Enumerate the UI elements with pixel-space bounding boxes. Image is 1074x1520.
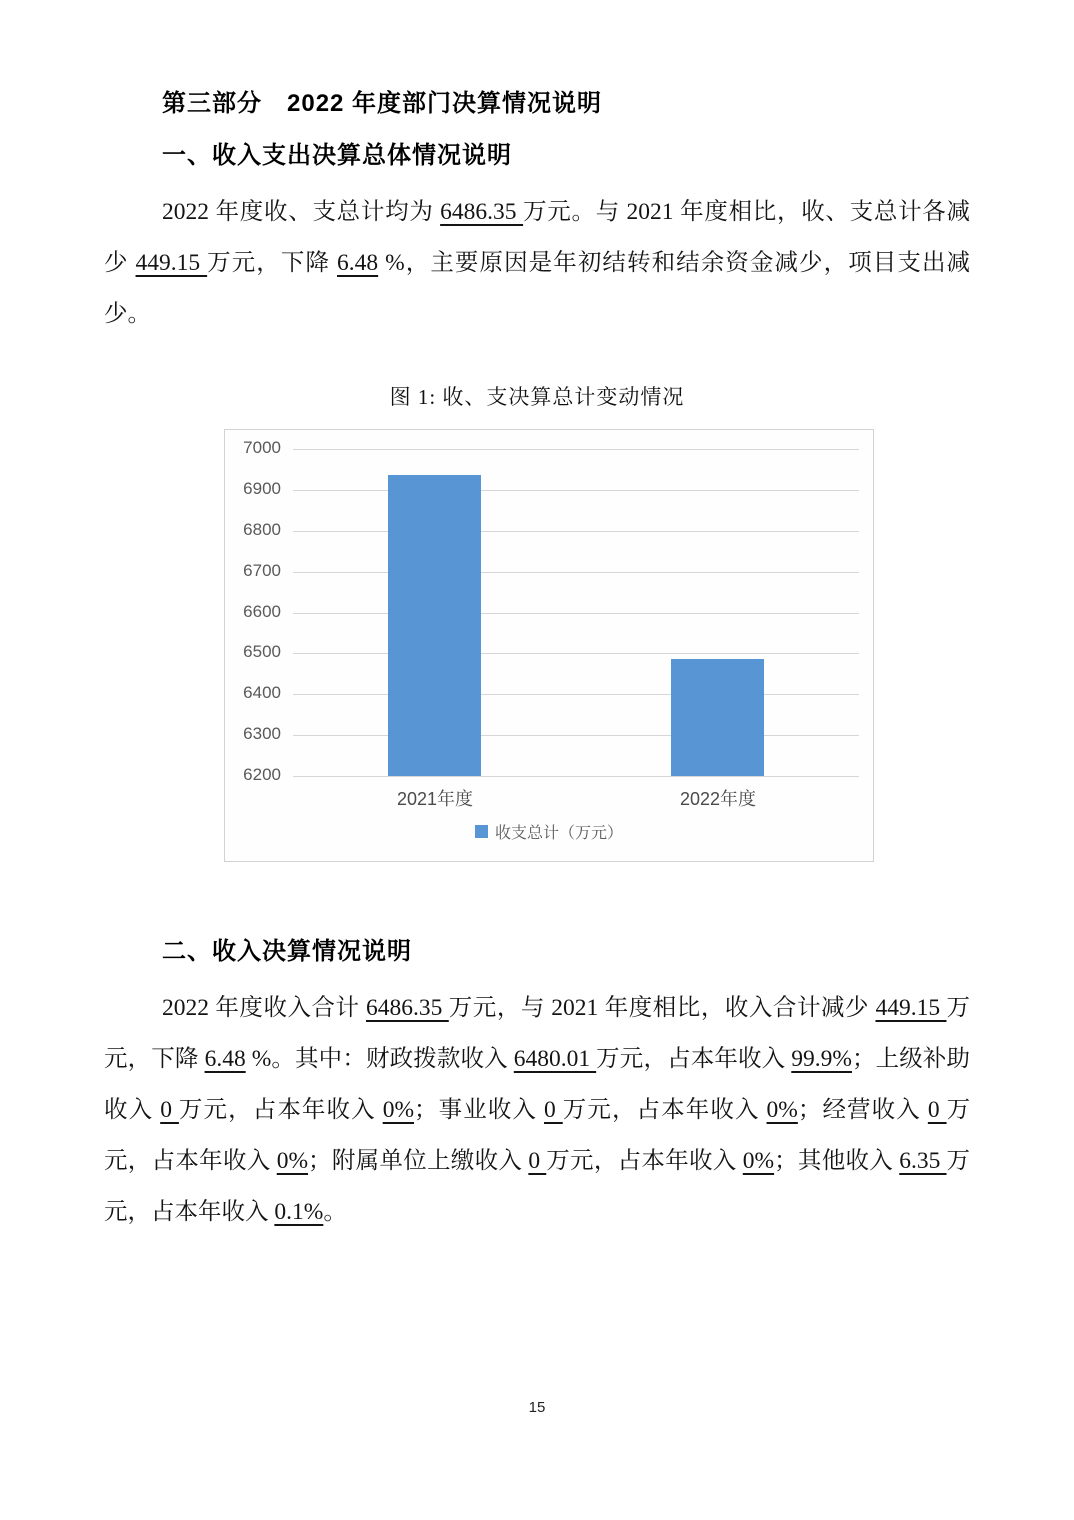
y-tick-6300: 6300 bbox=[243, 724, 281, 743]
gridline-6400 bbox=[293, 694, 859, 695]
underlined-value: 6486.35 bbox=[366, 995, 449, 1021]
underlined-value: 6.48 bbox=[337, 250, 379, 276]
y-tick-6900: 6900 bbox=[243, 479, 281, 498]
gridline-6900 bbox=[293, 490, 859, 491]
gridline-6200 bbox=[293, 776, 859, 777]
y-tick-6600: 6600 bbox=[243, 602, 281, 621]
y-tick-6700: 6700 bbox=[243, 561, 281, 580]
text-run: 2022 年度收入合计 bbox=[162, 995, 366, 1021]
underlined-value: 99.9% bbox=[791, 1046, 852, 1072]
legend-swatch bbox=[475, 825, 488, 838]
text-run: ；上级补助收入 bbox=[104, 1046, 971, 1123]
underlined-value: 6486.35 bbox=[440, 199, 524, 225]
text-run: 2022 年度收、支总计均为 bbox=[162, 199, 441, 225]
y-tick-7000: 7000 bbox=[243, 438, 281, 457]
section-heading-income-detail: 二、收入决算情况说明 bbox=[162, 938, 412, 965]
underlined-value: 449.15 bbox=[875, 995, 947, 1021]
text-run: 万元，占本年收入 bbox=[596, 1046, 792, 1072]
gridline-6600 bbox=[293, 613, 859, 614]
gridline-6300 bbox=[293, 735, 859, 736]
underlined-value: 6.48 bbox=[204, 1046, 246, 1072]
text-run: 万元，下降 bbox=[104, 995, 970, 1072]
bar-2022年度 bbox=[671, 659, 764, 776]
underlined-value: 0.1% bbox=[274, 1199, 324, 1225]
underlined-value: 0 bbox=[927, 1097, 947, 1123]
text-run: 万元，占本年收入 bbox=[104, 1148, 971, 1225]
text-run: 万元，占本年收入 bbox=[562, 1097, 767, 1123]
y-tick-6500: 6500 bbox=[243, 642, 281, 661]
underlined-value: 449.15 bbox=[135, 250, 208, 276]
text-run: ；事业收入 bbox=[414, 1097, 545, 1123]
text-run: 万元，占本年收入 bbox=[178, 1097, 383, 1123]
gridline-7000 bbox=[293, 449, 859, 450]
gridline-6800 bbox=[293, 531, 859, 532]
text-run: 万元。与 2021 年度相比，收、支总计各减少 bbox=[104, 199, 971, 276]
y-tick-6400: 6400 bbox=[243, 683, 281, 702]
text-run: 万元，与 2021 年度相比，收入合计减少 bbox=[448, 995, 876, 1021]
x-label-2021年度: 2021年度 bbox=[396, 789, 474, 809]
paragraph-income-detail bbox=[104, 983, 970, 1238]
y-tick-6800: 6800 bbox=[243, 520, 281, 539]
underlined-value: 0% bbox=[742, 1148, 775, 1174]
part-title: 第三部分 2022 年度部门决算情况说明 bbox=[162, 90, 603, 117]
bar-2021年度 bbox=[388, 475, 481, 776]
text-run: 万元，下降 bbox=[207, 250, 338, 276]
text-column bbox=[104, 0, 970, 1238]
gridline-6700 bbox=[293, 572, 859, 573]
underlined-value: 6.35 bbox=[899, 1148, 947, 1174]
text-run: %。其中：财政拨款收入 bbox=[245, 1046, 514, 1072]
paragraph-income-expense-overview bbox=[104, 187, 970, 340]
underlined-value: 6480.01 bbox=[513, 1046, 597, 1072]
underlined-value: 0% bbox=[276, 1148, 309, 1174]
text-run: 万元，占本年收入 bbox=[104, 1097, 971, 1174]
text-run: 万元，占本年收入 bbox=[546, 1148, 743, 1174]
chart-title: 图 1: 收、支决算总计变动情况 bbox=[389, 385, 685, 409]
section-heading-income-expense-overview: 一、收入支出决算总体情况说明 bbox=[162, 142, 512, 169]
text-run: ；其他收入 bbox=[774, 1148, 900, 1174]
text-run: %，主要原因是年初结转和结余资金减少，项目支出减少。 bbox=[104, 250, 971, 327]
text-run: ；附属单位上缴收入 bbox=[308, 1148, 529, 1174]
page-footer bbox=[0, 1399, 1074, 1417]
bar-chart bbox=[224, 429, 874, 862]
figure-1 bbox=[104, 382, 970, 862]
underlined-value: 0 bbox=[544, 1097, 563, 1123]
x-label-2022年度: 2022年度 bbox=[679, 789, 757, 809]
text-run: 。 bbox=[323, 1199, 347, 1225]
gridline-6500 bbox=[293, 653, 859, 654]
text-run: ；经营收入 bbox=[797, 1097, 928, 1123]
y-tick-6200: 6200 bbox=[243, 765, 281, 784]
page-number: 15 bbox=[528, 1399, 546, 1416]
underlined-value: 0 bbox=[160, 1097, 179, 1123]
legend bbox=[225, 820, 873, 843]
legend-label: 收支总计（万元） bbox=[494, 825, 623, 842]
underlined-value: 0% bbox=[382, 1097, 415, 1123]
underlined-value: 0 bbox=[528, 1148, 547, 1174]
underlined-value: 0% bbox=[766, 1097, 798, 1123]
